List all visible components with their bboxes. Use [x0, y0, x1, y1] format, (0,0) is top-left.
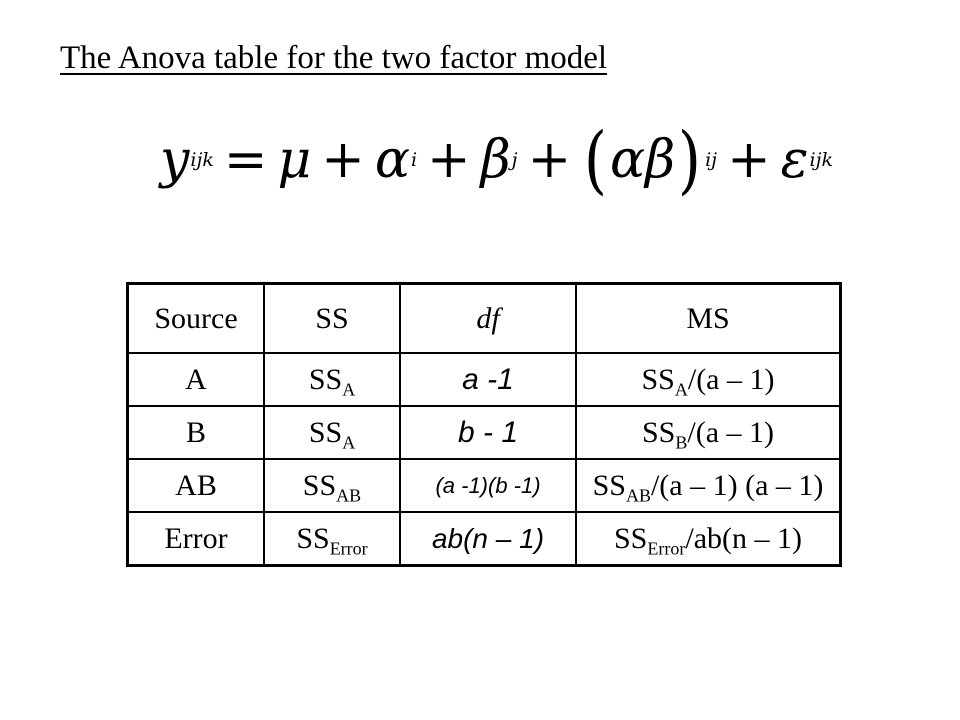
df-cell: b - 1: [400, 406, 576, 459]
eq-left-paren: (: [584, 117, 608, 203]
ms-cell: $SS_{AB}/(a - 1)$ (a – 1): [576, 459, 841, 512]
df-cell: a -1: [400, 353, 576, 406]
eq-plus-3: +: [527, 130, 572, 190]
source-cell: B: [128, 406, 265, 459]
source-cell: AB: [128, 459, 265, 512]
ss-cell: $SS_{AB}$: [264, 459, 400, 512]
ms-cell: $SS_B/(a - 1)$: [576, 406, 841, 459]
eq-beta: β: [480, 130, 511, 190]
source-cell: A: [128, 353, 265, 406]
eq-equals: =: [223, 130, 268, 190]
table-row: [128, 512, 841, 566]
table-row: [128, 459, 841, 512]
table-header-row: [128, 284, 841, 354]
header-ms: MS: [576, 284, 841, 354]
eq-plus-4: +: [727, 130, 771, 190]
eq-mu: μ: [277, 130, 312, 190]
header-ss: SS: [264, 284, 400, 354]
table-row: [128, 406, 841, 459]
anova-table: [126, 282, 842, 567]
eq-interaction: αβ: [610, 130, 676, 190]
eq-plus-1: +: [321, 130, 365, 190]
eq-alpha: α: [374, 130, 410, 190]
eq-epsilon: ε: [780, 130, 809, 190]
ms-cell: $SS_A/(a - 1)$: [576, 353, 841, 406]
ss-cell: $SS_A$: [264, 406, 400, 459]
eq-plus-2: +: [427, 130, 471, 190]
page-title: The Anova table for the two factor model: [60, 40, 608, 76]
eq-right-paren: ): [678, 117, 702, 203]
ss-cell: $SS_A$: [264, 353, 400, 406]
header-source: Source: [128, 284, 265, 354]
header-df: df: [400, 284, 576, 354]
table-row: [128, 353, 841, 406]
ss-cell: $SS_{Error}$: [264, 512, 400, 566]
df-cell: ab(n – 1): [400, 512, 576, 566]
eq-response: y: [160, 130, 190, 190]
source-cell: Error: [128, 512, 265, 566]
df-cell: (a -1)(b -1): [400, 459, 576, 512]
model-equation: y ijk = μ + α i + β j + ( αβ ) ij + ε ijk: [160, 117, 834, 203]
ms-cell: $SS_{Error}/ab(n - 1)$: [576, 512, 841, 566]
